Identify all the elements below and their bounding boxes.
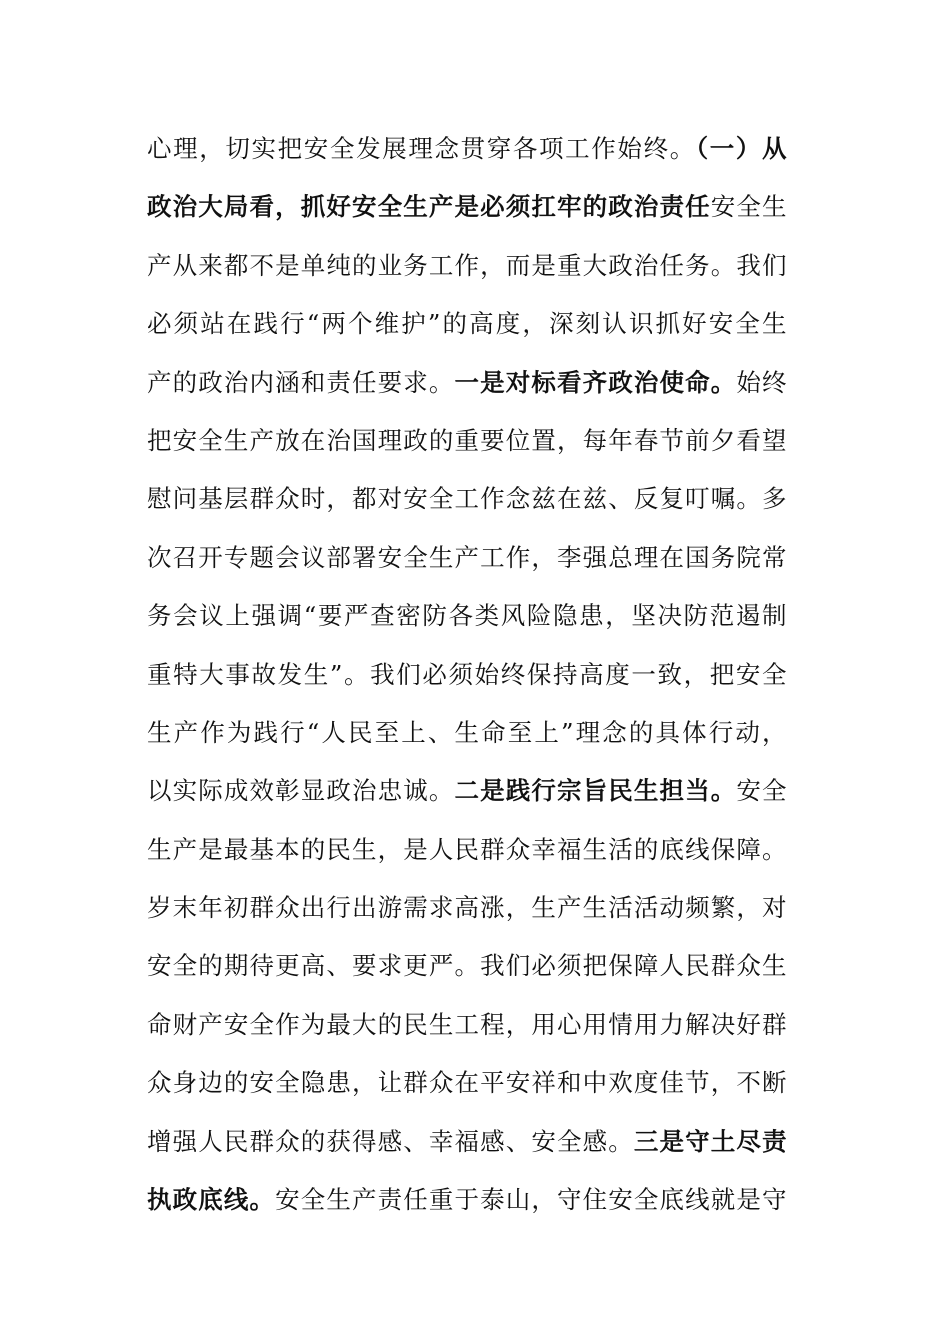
text-run: 生产是最基本的民生，是人民群众幸福生活的底线保障。 — [147, 834, 787, 864]
text-line — [147, 412, 787, 470]
text-run: 增强人民群众的获得感、幸福感、安全感。 — [147, 1126, 634, 1156]
text-line — [147, 587, 787, 645]
text-run: 产的政治内涵和责任要求。 — [147, 367, 455, 397]
text-run: 安全 — [736, 776, 787, 806]
text-line — [147, 996, 787, 1054]
bold-heading-run: 三是守土尽责 — [633, 1126, 787, 1156]
text-run: 必须站在践行“两个维护”的高度，深刻认识抓好安全生 — [147, 309, 787, 339]
text-line — [147, 295, 787, 353]
text-line — [147, 1113, 787, 1171]
text-run: 始终 — [736, 367, 787, 397]
text-line — [147, 237, 787, 295]
text-line — [147, 879, 787, 937]
text-run: 以实际成效彰显政治忠诚。 — [147, 776, 455, 806]
text-run: 安全生产责任重于泰山，守住安全底线就是守 — [275, 1185, 787, 1215]
text-line — [147, 821, 787, 879]
bold-heading-run: 二是践行宗旨民生担当。 — [454, 776, 737, 806]
text-line — [147, 937, 787, 995]
text-run: 命财产安全作为最大的民生工程，用心用情用力解决好群 — [147, 1009, 787, 1039]
text-line — [147, 762, 787, 820]
text-line — [147, 178, 787, 236]
text-line — [147, 470, 787, 528]
text-run: 重特大事故发生”。我们必须始终保持高度一致，把安全 — [147, 659, 787, 689]
text-run: 生产作为践行“人民至上、生命至上”理念的具体行动， — [147, 717, 787, 747]
text-line — [147, 529, 787, 587]
text-run: 安全的期待更高、要求更严。我们必须把保障人民群众生 — [147, 951, 787, 981]
text-line — [147, 354, 787, 412]
text-line — [147, 1171, 787, 1229]
bold-heading-run: 一是对标看齐政治使命。 — [454, 367, 737, 397]
text-run: 岁末年初群众出行出游需求高涨，生产生活活动频繁，对 — [147, 893, 787, 923]
text-run: 次召开专题会议部署安全生产工作，李强总理在国务院常 — [147, 542, 787, 572]
text-run: 心理，切实把安全发展理念贯穿各项工作始终。 — [147, 134, 696, 163]
text-run: 把安全生产放在治国理政的重要位置，每年春节前夕看望 — [147, 425, 787, 455]
text-line — [147, 646, 787, 704]
bold-heading-run: 政治大局看，抓好安全生产是必须扛牢的政治责任 — [147, 192, 711, 222]
text-line — [147, 1054, 787, 1112]
text-run: 众身边的安全隐患，让群众在平安祥和中欢度佳节，不断 — [147, 1068, 787, 1098]
text-line — [147, 120, 787, 178]
body-paragraph — [147, 120, 787, 1229]
text-run: 务会议上强调“要严查密防各类风险隐患，坚决防范遏制 — [147, 601, 787, 631]
bold-heading-run: 执政底线。 — [147, 1185, 276, 1215]
text-line — [147, 704, 787, 762]
text-run: 安全生 — [710, 192, 787, 222]
bold-heading-run: （一）从 — [695, 134, 787, 163]
text-run: 慰问基层群众时，都对安全工作念兹在兹、反复叮嘱。多 — [147, 484, 787, 514]
text-run: 产从来都不是单纯的业务工作，而是重大政治任务。我们 — [147, 250, 787, 280]
